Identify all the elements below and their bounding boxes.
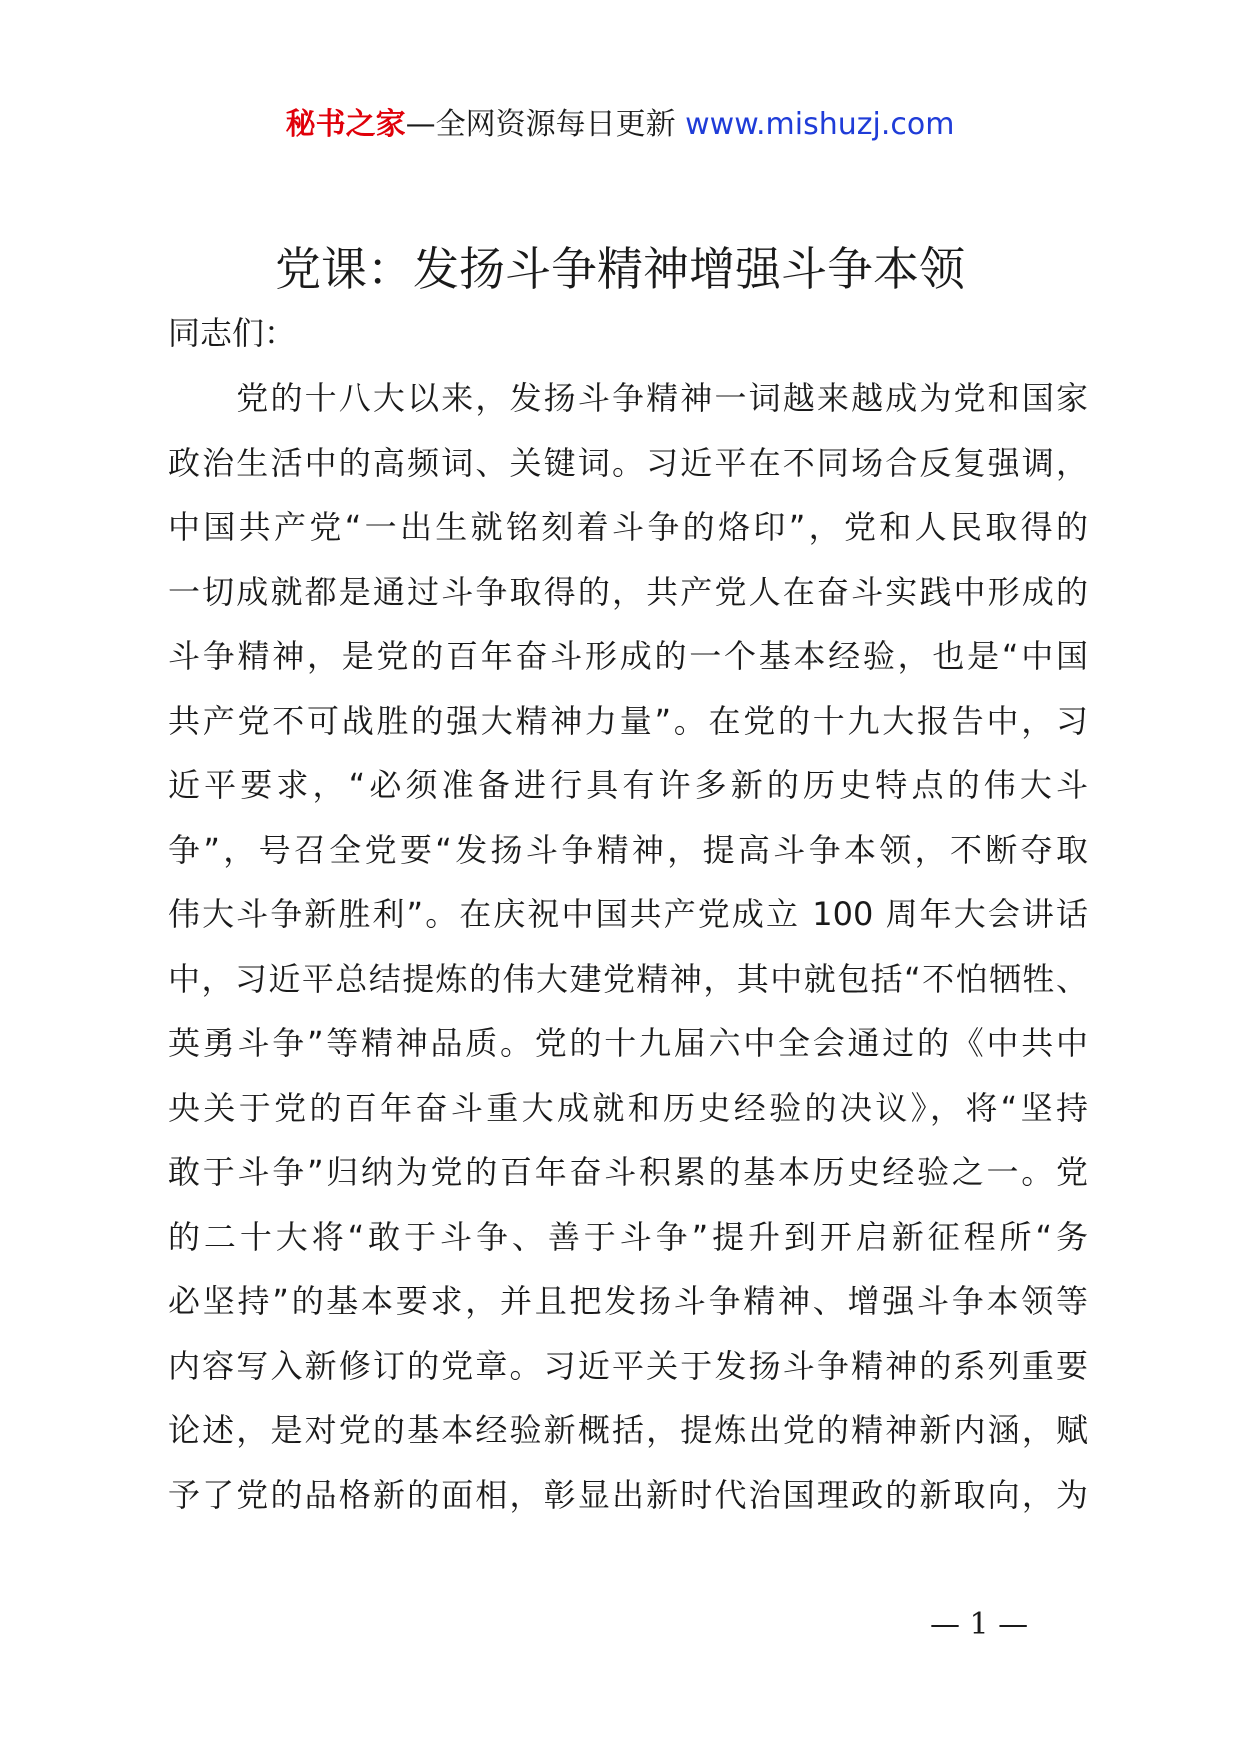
text-line: 英勇斗争”等精神品质。党的十九届六中全会通过的《中共中 (168, 1024, 1088, 1062)
site-tagline: —全网资源每日更新 (405, 107, 686, 142)
text-line: 内容写入新修订的党章。习近平关于发扬斗争精神的系列重要 (168, 1346, 1088, 1385)
text-line: 一切成就都是通过斗争取得的，共产党人在奋斗实践中形成的 (168, 572, 1088, 611)
text-line: 政治生活中的高频词、关键词。习近平在不同场合反复强调， (168, 443, 1088, 482)
text-line: 予了党的品格新的面相，彰显出新时代治国理政的新取向，为 (168, 1475, 1088, 1514)
text-line: 争”，号召全党要“发扬斗争精神，提高斗争本领，不断夺取 (168, 830, 1088, 869)
text-line: 中，习近平总结提炼的伟大建党精神，其中就包括“不怕牺牲、 (168, 959, 1088, 998)
site-header (0, 100, 1240, 150)
document-body (168, 300, 1088, 1527)
paragraph (168, 366, 1088, 1527)
text-line: 央关于党的百年奋斗重大成就和历史经验的决议》，将“坚持 (168, 1088, 1088, 1127)
text-line: 伟大斗争新胜利”。在庆祝中国共产党成立 100 周年大会讲话 (168, 895, 1088, 933)
text-line: 论述，是对党的基本经验新概括，提炼出党的精神新内涵，赋 (168, 1411, 1088, 1449)
document-title: 党课：发扬斗争精神增强斗争本领 (275, 242, 965, 296)
site-brand: 秘书之家 (285, 107, 406, 142)
site-url[interactable]: www.mishuzj.com (685, 107, 955, 142)
salutation: 同志们： (168, 314, 297, 352)
text-line: 共产党不可战胜的强大精神力量”。在党的十九大报告中，习 (168, 701, 1088, 740)
text-line: 必坚持”的基本要求，并且把发扬斗争精神、增强斗争本领等 (168, 1282, 1088, 1320)
text-line: 近平要求，“必须准备进行具有许多新的历史特点的伟大斗 (168, 766, 1088, 804)
text-line: 中国共产党“一出生就铭刻着斗争的烙印”，党和人民取得的 (168, 508, 1088, 546)
text-line: 的二十大将“敢于斗争、善于斗争”提升到开启新征程所“务 (168, 1217, 1088, 1256)
text-line: 党的十八大以来，发扬斗争精神一词越来越成为党和国家 (168, 379, 1088, 417)
text-line: 斗争精神，是党的百年奋斗形成的一个基本经验，也是“中国 (168, 637, 1088, 675)
page-number: — 1 — (930, 1607, 1029, 1642)
text-line: 敢于斗争”归纳为党的百年奋斗积累的基本历史经验之一。党 (168, 1153, 1088, 1191)
